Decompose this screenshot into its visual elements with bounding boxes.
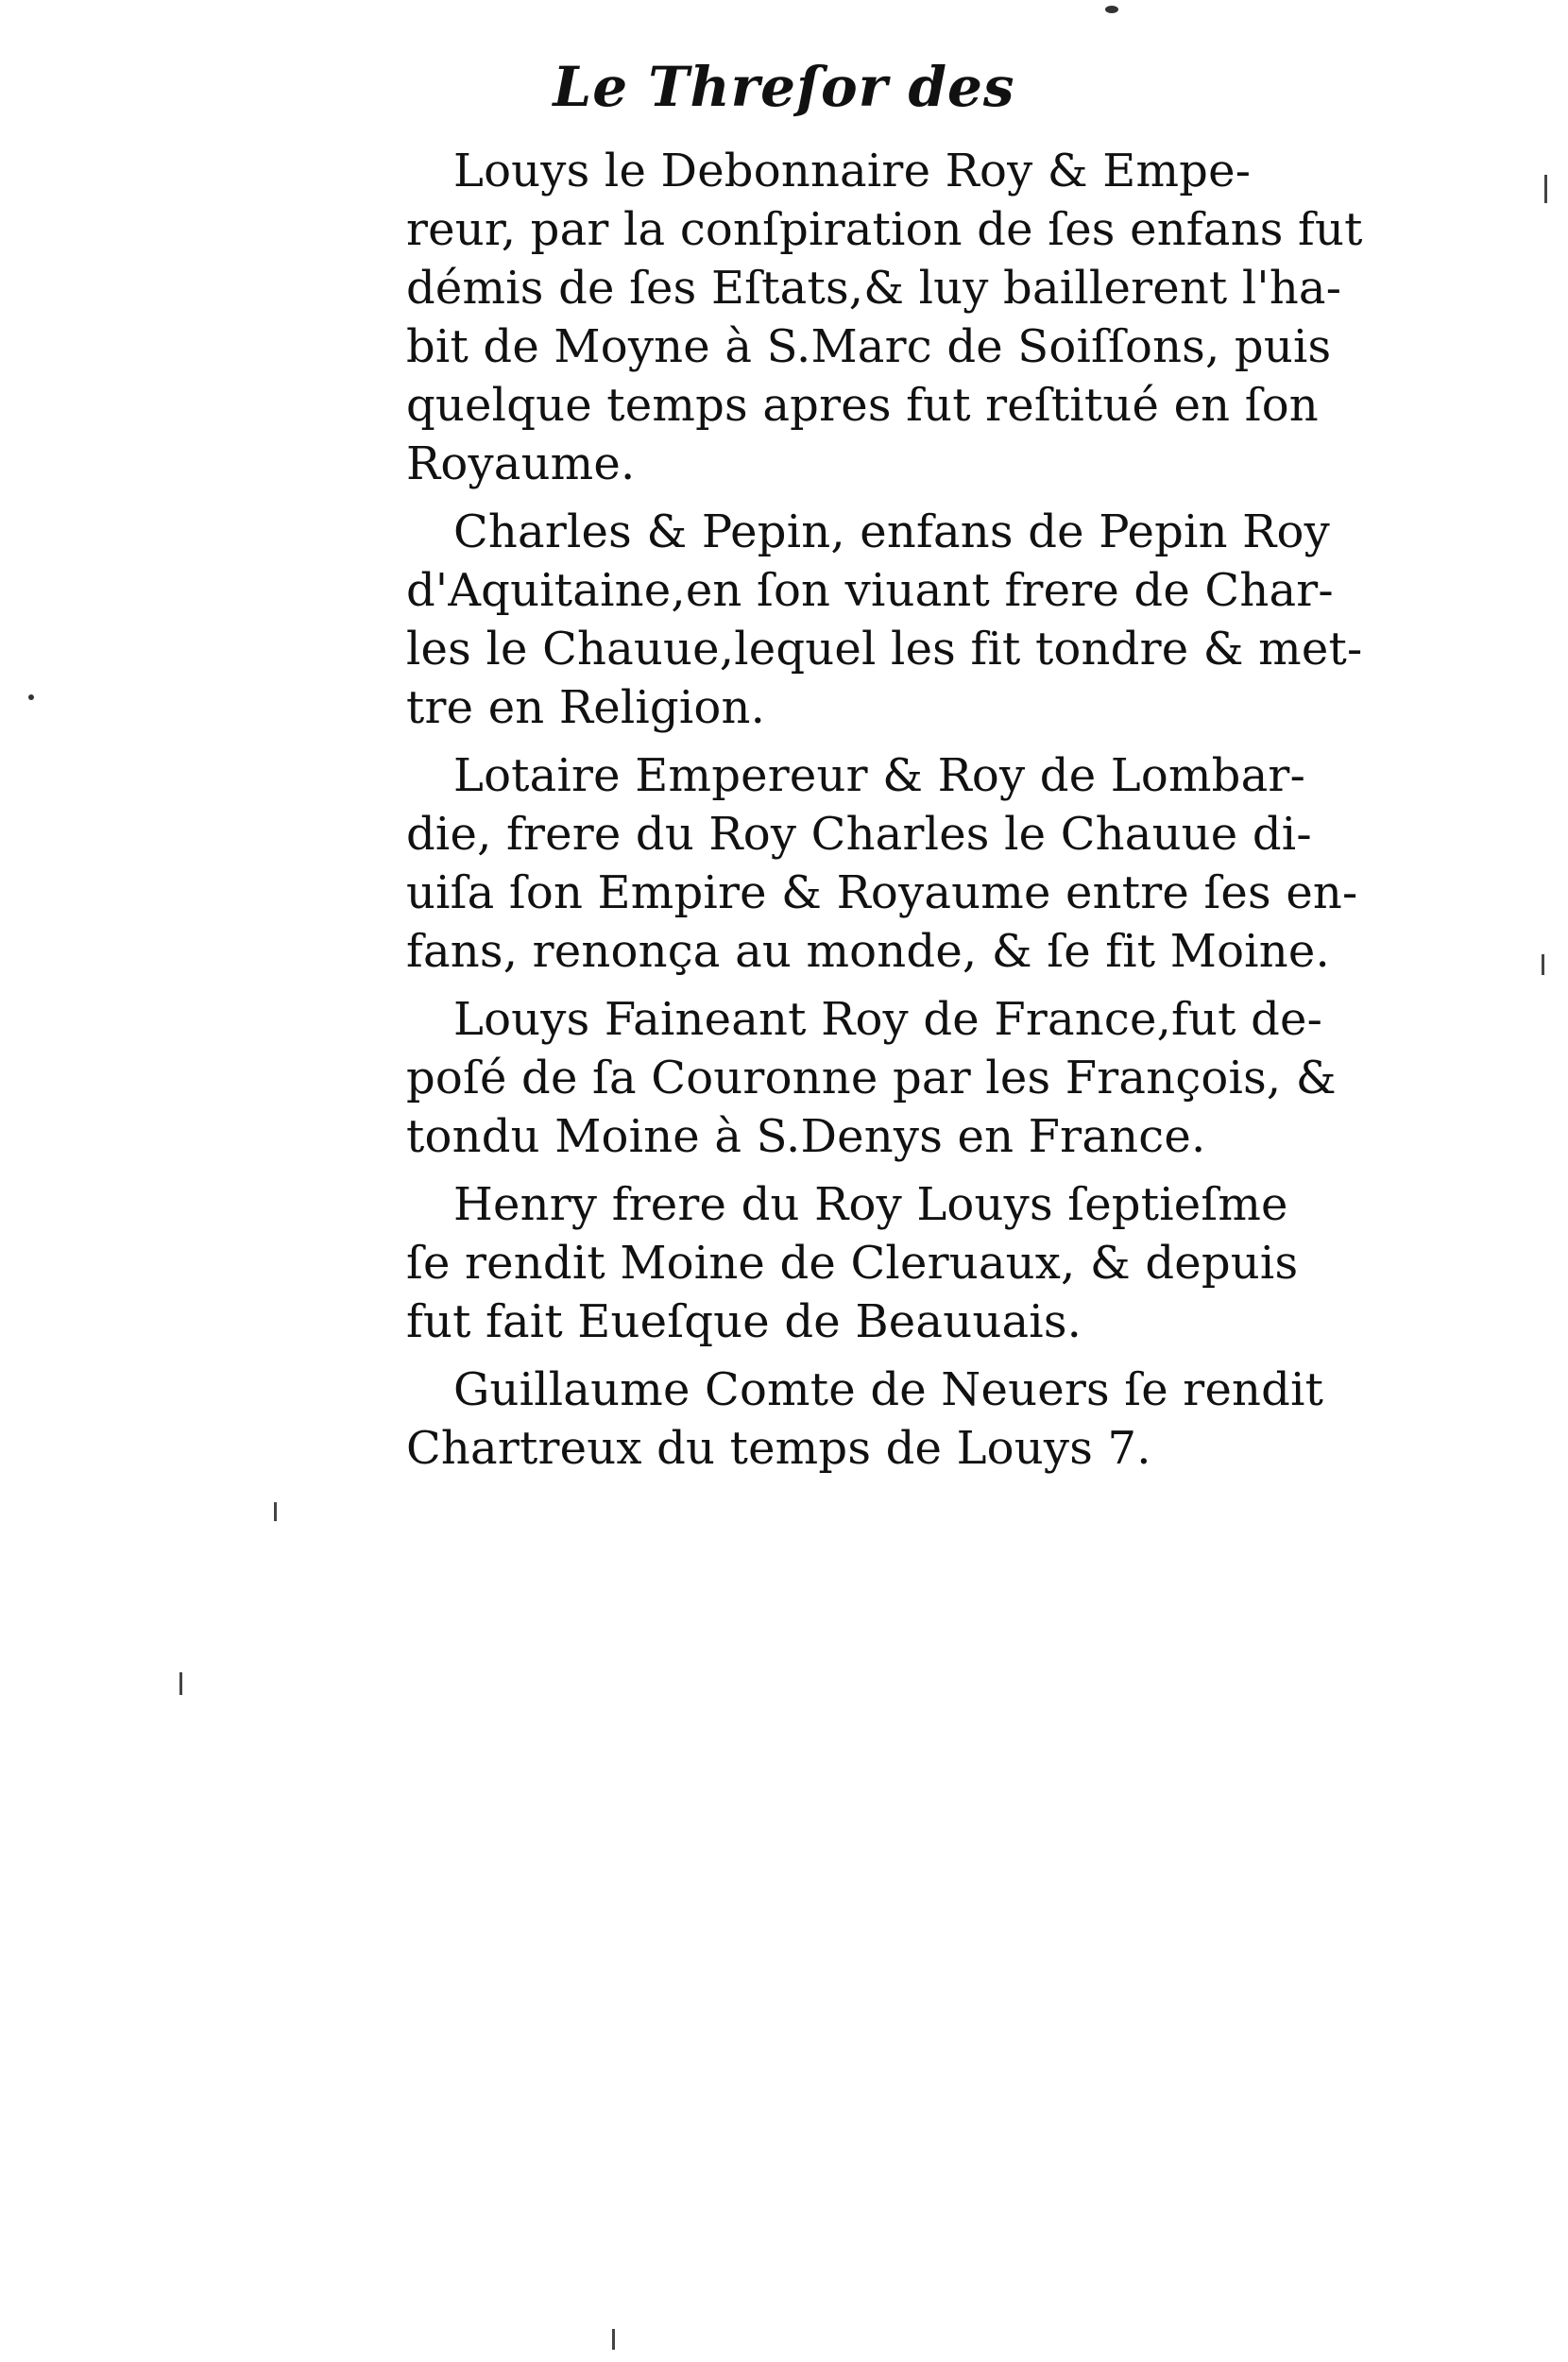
body-text	[406, 142, 1407, 1478]
text-line: Royaume.	[406, 437, 636, 490]
text-line: Louys Faineant Roy de France,fut de-	[453, 993, 1323, 1046]
text-line: démis de ſes Eſtats,& luy baillerent l'ha-	[406, 262, 1342, 315]
text-line: Henry frere du Roy Louys ſeptieſme	[453, 1178, 1288, 1231]
text-line: Guillaume Comte de Neuers ſe rendit	[453, 1363, 1324, 1416]
text-line: die, frere du Roy Charles le Chauue di-	[406, 808, 1312, 861]
text-line: d'Aquitaine,en ſon viuant frere de Char-	[406, 564, 1334, 617]
text-line: tondu Moine à S.Denys en France.	[406, 1110, 1206, 1163]
running-head: Le Threſor des	[553, 55, 1015, 119]
text-line: fans, renonça au monde, & ſe fit Moine.	[406, 925, 1330, 978]
margin-mark	[1544, 175, 1547, 203]
text-line: bit de Moyne à S.Marc de Soiſſons, puis	[406, 320, 1332, 373]
margin-mark	[1542, 954, 1544, 975]
paragraph	[406, 142, 1407, 493]
text-line: reur, par la conſpiration de ſes enfans fut	[406, 203, 1363, 256]
text-line: ſe rendit Moine de Cleruaux, & depuis	[406, 1237, 1299, 1290]
text-line: quelque temps apres fut reſtitué en ſon	[406, 379, 1319, 432]
paragraph	[406, 746, 1407, 981]
margin-mark	[179, 1672, 182, 1695]
text-line: poſé de ſa Couronne par les François, &	[406, 1052, 1337, 1104]
text-line: uiſa ſon Empire & Royaume entre ſes en-	[406, 866, 1358, 919]
paragraph	[406, 1175, 1407, 1351]
text-line: Chartreux du temps de Louys 7.	[406, 1422, 1151, 1475]
text-line: Louys le Debonnaire Roy & Empe-	[453, 145, 1252, 197]
ink-speck	[28, 694, 34, 700]
text-line: les le Chauue,lequel les fit tondre & met-	[406, 623, 1363, 676]
paragraph	[406, 1361, 1407, 1478]
text-line: tre en Religion.	[406, 681, 766, 734]
ink-speck	[1105, 6, 1118, 13]
text-line: fut fait Eueſque de Beauuais.	[406, 1295, 1082, 1348]
margin-mark	[274, 1502, 277, 1521]
paragraph	[406, 503, 1407, 737]
text-line: Charles & Pepin, enfans de Pepin Roy	[453, 505, 1330, 558]
text-line: Lotaire Empereur & Roy de Lombar-	[453, 749, 1305, 802]
margin-mark	[612, 2329, 615, 2350]
paragraph	[406, 990, 1407, 1166]
